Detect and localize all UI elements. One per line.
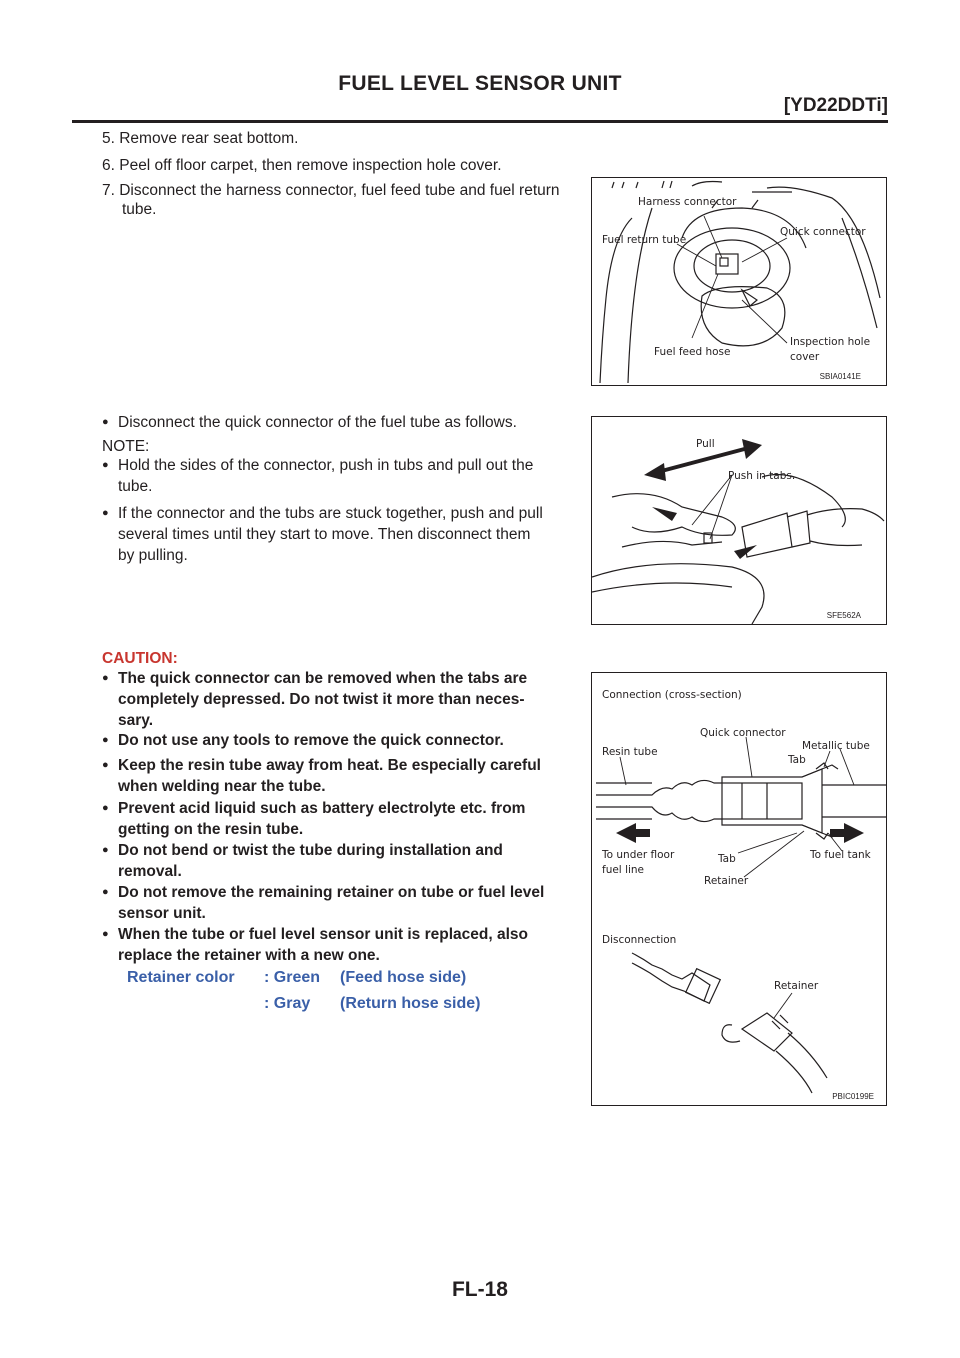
retainer-gray: : Gray xyxy=(264,995,311,1012)
bullet-icon: ● xyxy=(102,507,109,519)
disconnect-bullet: ● Disconnect the quick connector of the fuel tube as follows. xyxy=(102,414,517,431)
caution-item-2: ● Do not use any tools to remove the quick connector. xyxy=(102,732,504,749)
label-tab-lower: Tab xyxy=(718,853,736,865)
note-item-1: ● Hold the sides of the connector, push in tubs and pull out the tube. xyxy=(102,457,534,495)
label-to-fuel-tank: To fuel tank xyxy=(810,849,871,861)
label-retainer: Retainer xyxy=(704,875,749,887)
step-7-line2: tube. xyxy=(122,201,157,218)
page-number: FL-18 xyxy=(451,1278,508,1301)
bullet-icon: ● xyxy=(102,459,109,471)
bullet-icon: ● xyxy=(102,886,109,898)
cross-section-illustration xyxy=(592,673,886,1105)
caution-item-7: ● When the tube or fuel level sensor unit is replaced, also replace the retainer with a new one. xyxy=(102,926,528,964)
figure-pull-connector xyxy=(591,416,887,625)
figure-code: SFE562A xyxy=(826,611,861,620)
label-cover: cover xyxy=(790,351,820,363)
caution-item-4: ● Prevent acid liquid such as battery electrolyte etc. from getting on the resin tube. xyxy=(102,800,526,838)
bullet-icon: ● xyxy=(102,734,109,746)
label-disconnection: Disconnection xyxy=(602,934,677,946)
label-fuel-feed-hose: Fuel feed hose xyxy=(654,346,731,358)
bullet-icon: ● xyxy=(102,928,109,940)
retainer-green: : Green xyxy=(264,969,321,986)
label-resin-tube: Resin tube xyxy=(602,746,658,758)
label-connection-cross-section: Connection (cross-section) xyxy=(602,689,742,701)
label-fuel-line: fuel line xyxy=(602,864,645,876)
note-label: NOTE: xyxy=(102,438,150,455)
note-item-2: ● If the connector and the tubs are stuck together, push and pull several times until they start to move. Then disconnect them by pulling. xyxy=(102,505,543,564)
label-pull: Pull xyxy=(696,438,715,450)
retainer-feed-side: (Feed hose side) xyxy=(340,969,467,986)
label-to-under-floor: To under floor xyxy=(602,849,675,861)
caution-item-1: ● The quick connector can be removed when the tabs are completely depressed. Do not twist it more than neces- sary. xyxy=(102,670,528,729)
step-5: 5. Remove rear seat bottom. xyxy=(102,130,299,147)
bullet-icon: ● xyxy=(102,759,109,771)
label-tab: Tab xyxy=(788,754,806,766)
label-inspection-hole: Inspection hole xyxy=(790,336,871,348)
label-metallic-tube: Metallic tube xyxy=(802,740,870,752)
label-retainer-disconnection: Retainer xyxy=(774,980,819,992)
step-7-line1: 7. Disconnect the harness connector, fuel feed tube and fuel return xyxy=(102,182,560,199)
caution-item-6: ● Do not remove the remaining retainer on tube or fuel level sensor unit. xyxy=(102,884,545,922)
label-push-in-tabs: Push in tabs. xyxy=(728,470,796,482)
engine-code: [YD22DDTi] xyxy=(783,95,888,116)
retainer-color-label: Retainer color xyxy=(127,969,235,986)
bullet-icon: ● xyxy=(102,802,109,814)
bullet-icon: ● xyxy=(102,844,109,856)
pull-connector-illustration xyxy=(592,417,886,624)
label-quick-connector: Quick connector xyxy=(780,226,866,238)
figure-inspection-hole xyxy=(591,177,887,386)
page-title: FUEL LEVEL SENSOR UNIT xyxy=(338,72,622,95)
figure-code: SBIA0141E xyxy=(819,372,861,381)
caution-label: CAUTION: xyxy=(102,650,178,667)
label-harness-connector: Harness connector xyxy=(638,196,737,208)
figure-connection-cross-section xyxy=(591,672,887,1106)
header-rule xyxy=(72,120,888,123)
bullet-icon: ● xyxy=(102,416,109,428)
label-quick-connector: Quick connector xyxy=(700,727,786,739)
label-fuel-return-tube: Fuel return tube xyxy=(602,234,687,246)
caution-item-3: ● Keep the resin tube away from heat. Be especially careful when welding near the tube. xyxy=(102,757,541,795)
bullet-icon: ● xyxy=(102,672,109,684)
caution-item-5: ● Do not bend or twist the tube during installation and removal. xyxy=(102,842,503,880)
retainer-return-side: (Return hose side) xyxy=(340,995,481,1012)
step-6: 6. Peel off floor carpet, then remove inspection hole cover. xyxy=(102,157,502,174)
figure-code: PBIC0199E xyxy=(832,1092,874,1101)
inspection-hole-illustration xyxy=(592,178,886,385)
